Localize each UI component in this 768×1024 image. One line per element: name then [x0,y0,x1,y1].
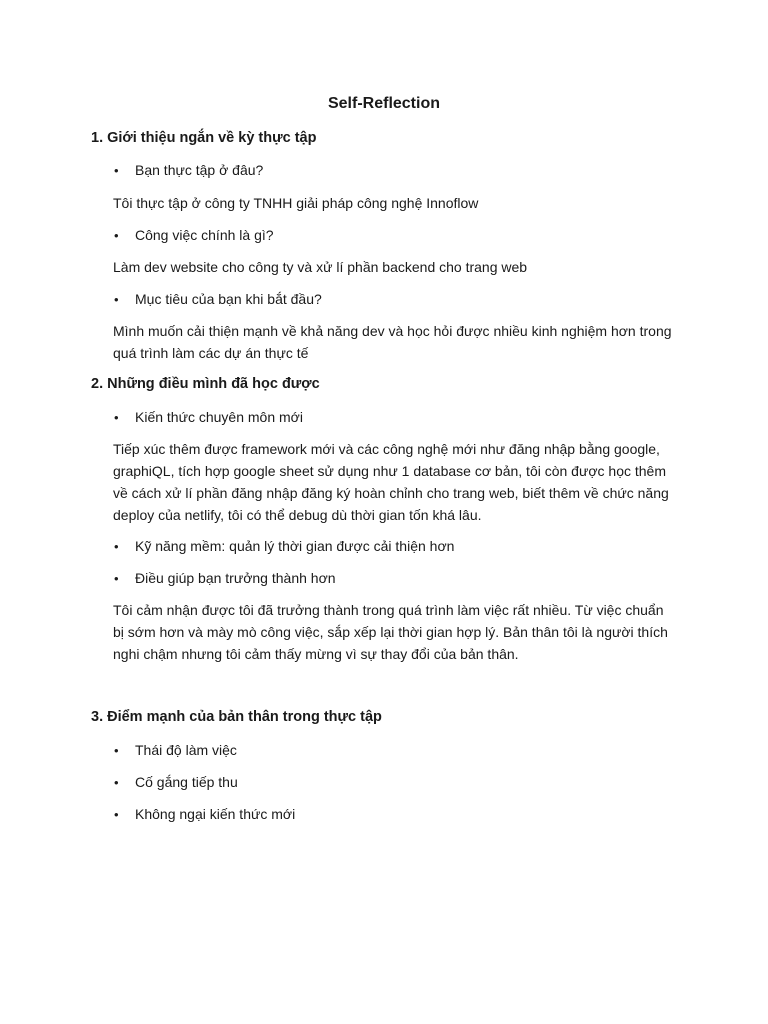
bullet-dot: • [114,410,119,425]
bullet-item [114,536,454,557]
bullet-item [114,225,274,246]
paragraph: Mình muốn cải thiện mạnh về khả năng dev và học hỏi được nhiều kinh nghiệm hơn trong quá trình làm các dự án thực tế [113,323,672,361]
bullet-dot: • [114,807,119,822]
section-2-heading: 2. Những điều mình đã học được [91,376,320,392]
bullet-dot: • [114,292,119,307]
bullet-item [114,804,295,825]
paragraph: Tiếp xúc thêm được framework mới và các công nghệ mới như đăng nhập bằng google, graphiQL, tích hợp google sheet sử dụng như 1 database cơ bản, tôi còn được học thêm về cách xử lí phần đăng nhập đăng ký hoàn chỉnh cho trang web, biết thêm về chức năng deploy của netlify, tôi có thể debug dù thời gian tốn khá lâu. [113,441,669,523]
bullet-dot: • [114,539,119,554]
section-1-heading: 1. Giới thiệu ngắn về kỳ thực tập [91,130,317,146]
paragraph: Tôi cảm nhận được tôi đã trưởng thành trong quá trình làm việc rất nhiều. Từ việc chuẩn bị sớm hơn và mày mò công việc, sắp xếp lại thời gian hợp lý. Bản thân tôi là người thích nghi chậm nhưng tôi cảm thấy mừng vì sự thay đổi của bản thân. [113,602,668,662]
bullet-item [114,160,263,181]
bullet-item [114,289,322,310]
bullet-dot: • [114,775,119,790]
bullet-item [114,740,237,761]
bullet-text: Cố gắng tiếp thu [135,774,238,790]
bullet-text: Không ngại kiến thức mới [135,806,296,822]
bullet-item [114,568,336,589]
paragraph: Làm dev website cho công ty và xử lí phần backend cho trang web [113,259,528,275]
bullet-dot: • [114,571,119,586]
bullet-text: Điều giúp bạn trưởng thành hơn [135,570,336,586]
section-3-heading: 3. Điểm mạnh của bản thân trong thực tập [91,709,382,725]
bullet-text: Kiến thức chuyên môn mới [135,409,303,425]
bullet-dot: • [114,163,119,178]
bullet-text: Bạn thực tập ở đâu? [135,162,264,178]
bullet-item [114,407,303,428]
bullet-text: Mục tiêu của bạn khi bắt đầu? [135,291,322,307]
bullet-dot: • [114,228,119,243]
paragraph: Tôi thực tập ở công ty TNHH giải pháp công nghệ Innoflow [113,195,479,211]
bullet-item [114,772,238,793]
bullet-text: Thái độ làm việc [135,742,237,758]
bullet-dot: • [114,743,119,758]
bullet-text: Công việc chính là gì? [135,227,274,243]
bullet-text: Kỹ năng mềm: quản lý thời gian được cải thiện hơn [135,538,455,554]
document-title: Self-Reflection [327,95,440,112]
